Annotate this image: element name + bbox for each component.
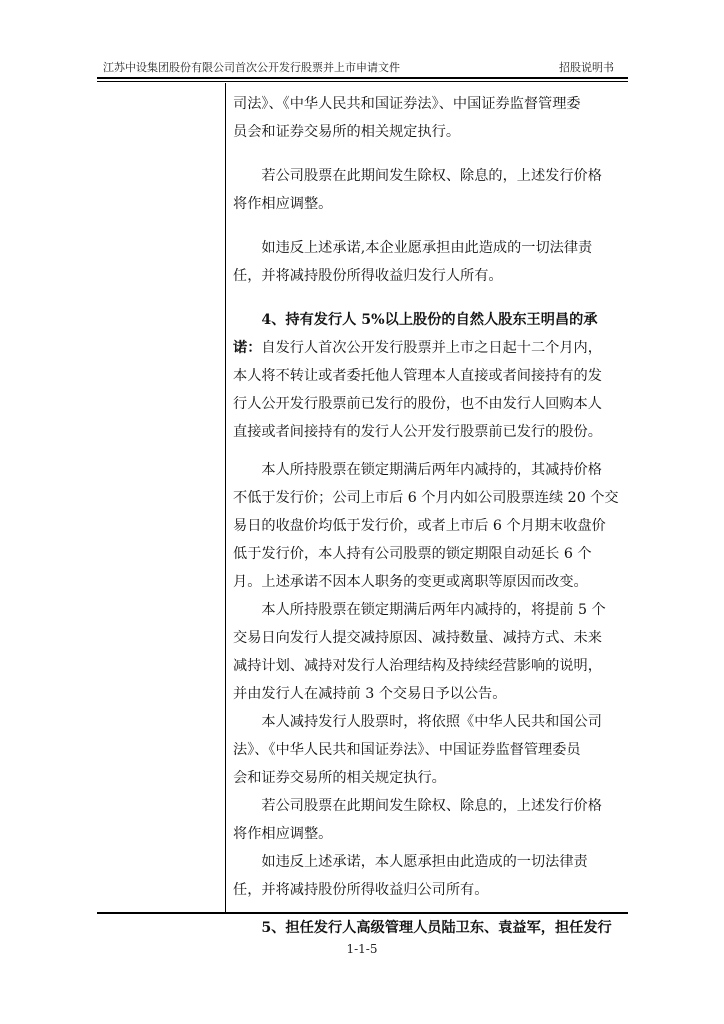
text-line: 并由发行人在减持前 3 个交易日予以公告。 xyxy=(233,686,507,702)
header-rule xyxy=(97,77,628,79)
paragraph-7 xyxy=(233,708,627,792)
text-line: 低于发行价，本人持有公司股票的锁定期限自动延长 6 个 xyxy=(233,546,592,562)
text-line: 本人所持股票在锁定期满后两年内减持的，其减持价格 xyxy=(233,462,602,478)
text-line: 本人减持发行人股票时，将依照《中华人民共和国公司 xyxy=(233,714,602,730)
table-column-divider xyxy=(225,83,226,912)
text-line: 法》、《中华人民共和国证券法》、中国证券监督管理委员 xyxy=(233,742,581,758)
paragraph-2 xyxy=(233,162,627,218)
paragraph-3 xyxy=(233,234,627,290)
paragraph-8 xyxy=(233,792,627,848)
section-heading: 4、持有发行人 5%以上股份的自然人股东王明昌的承 xyxy=(233,312,598,328)
text-line: 任，并将减持股份所得收益归发行人所有。 xyxy=(233,268,503,284)
text-line: 本人所持股票在锁定期满后两年内减持的，将提前 5 个 xyxy=(233,602,606,618)
text-line: 如违反上述承诺，本人愿承担由此造成的一切法律责 xyxy=(233,854,588,870)
text-line: 交易日向发行人提交减持原因、减持数量、减持方式、未来 xyxy=(233,630,602,646)
table-content-cell xyxy=(233,90,627,942)
text-line: 直接或者间接持有的发行人公开发行股票前已发行的股份。 xyxy=(233,424,602,440)
header-section-title: 招股说明书 xyxy=(559,61,614,74)
text-line: 不低于发行价；公司上市后 6 个月内如公司股票连续 20 个交 xyxy=(233,490,619,506)
text-line xyxy=(233,334,627,362)
text-line: 如违反上述承诺,本企业愿承担由此造成的一切法律责 xyxy=(233,240,593,256)
text-line: 本人将不转让或者委托他人管理本人直接或者间接持有的发 xyxy=(233,368,602,384)
text-line: 将作相应调整。 xyxy=(233,196,333,212)
text-line: 月。上述承诺不因本人职务的变更或离职等原因而改变。 xyxy=(233,574,588,590)
text-line: 司法》、《中华人民共和国证券法》、中国证券监督管理委 xyxy=(233,96,581,112)
text-line: 会和证券交易所的相关规定执行。 xyxy=(233,770,446,786)
heading-continuation: 诺： xyxy=(233,340,262,356)
paragraph-9 xyxy=(233,848,627,904)
paragraph-1 xyxy=(233,90,627,146)
text-run: 自发行人首次公开发行股票并上市之日起十二个月内， xyxy=(261,340,602,356)
text-line: 若公司股票在此期间发生除权、除息的，上述发行价格 xyxy=(233,798,602,814)
text-line: 易日的收盘价均低于发行价，或者上市后 6 个月期末收盘价 xyxy=(233,518,606,534)
text-line: 减持计划、减持对发行人治理结构及持续经营影响的说明， xyxy=(233,658,602,674)
header-document-title: 江苏中设集团股份有限公司首次公开发行股票并上市申请文件 xyxy=(103,61,400,74)
table-bottom-border xyxy=(97,912,628,914)
table-top-border xyxy=(97,81,628,82)
text-line: 任，并将减持股份所得收益归公司所有。 xyxy=(233,882,489,898)
paragraph-6 xyxy=(233,596,627,708)
paragraph-10 xyxy=(233,914,627,942)
text-line: 员会和证券交易所的相关规定执行。 xyxy=(233,124,461,140)
paragraph-4 xyxy=(233,306,627,446)
text-line: 将作相应调整。 xyxy=(233,826,333,842)
paragraph-5 xyxy=(233,456,627,596)
page-number: 1-1-5 xyxy=(346,942,378,956)
text-line: 行人公开发行股票前已发行的股份，也不由发行人回购本人 xyxy=(233,396,602,412)
text-line: 若公司股票在此期间发生除权、除息的，上述发行价格 xyxy=(233,168,602,184)
section-heading: 5、担任发行人高级管理人员陆卫东、袁益军，担任发行 xyxy=(233,920,612,936)
